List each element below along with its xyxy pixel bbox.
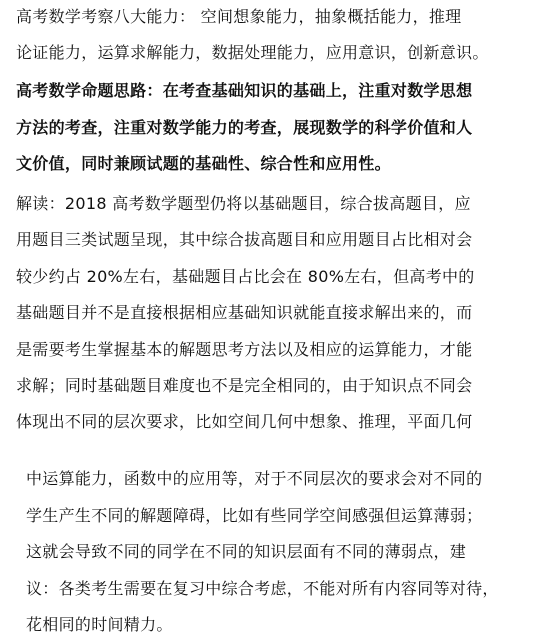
continued-line-3: 这就会导致不同的同学在不同的知识层面有不同的薄弱点，建 [26,542,467,561]
analysis-line-5: 是需要考生掌握基本的解题思考方法以及相应的运算能力，才能 [16,340,473,359]
thinking-line-2: 方法的考查，注重对数学能力的考查，展现数学的科学价值和人 [16,118,473,137]
analysis-line-4: 基础题目并不是直接根据相应基础知识就能直接求解出来的，而 [16,303,473,322]
continued-line-1: 中运算能力，函数中的应用等，对于不同层次的要求会对不同的 [26,469,483,488]
continued-line-5: 花相同的时间精力。 [26,615,173,634]
analysis-line-2: 用题目三类试题呈现，其中综合拔高题目和应用题目占比相对会 [16,230,473,249]
analysis-line-3: 较少约占 20%左右，基础题目占比会在 80%左右，但高考中的 [16,267,475,286]
continued-line-4: 议：各类考生需要在复习中综合考虑，不能对所有内容同等对待， [26,579,499,598]
continued-line-2: 学生产生不同的解题障碍，比如有些同学空间感强但运算薄弱； [26,506,483,525]
ability-line-1: 高考数学考察八大能力： 空间想象能力，抽象概括能力，推理 [16,7,462,26]
thinking-line-1: 高考数学命题思路：在考查基础知识的基础上，注重对数学思想 [16,81,473,100]
ability-line-2: 论证能力，运算求解能力，数据处理能力，应用意识，创新意识。 [16,43,489,62]
thinking-line-3: 文价值，同时兼顾试题的基础性、综合性和应用性。 [16,154,391,173]
analysis-line-6: 求解；同时基础题目难度也不是完全相同的，由于知识点不同会 [16,376,473,395]
analysis-line-7: 体现出不同的层次要求，比如空间几何中想象、推理，平面几何 [16,412,473,431]
analysis-line-1: 解读：2018 高考数学题型仍将以基础题目，综合拔高题目，应 [16,194,471,213]
